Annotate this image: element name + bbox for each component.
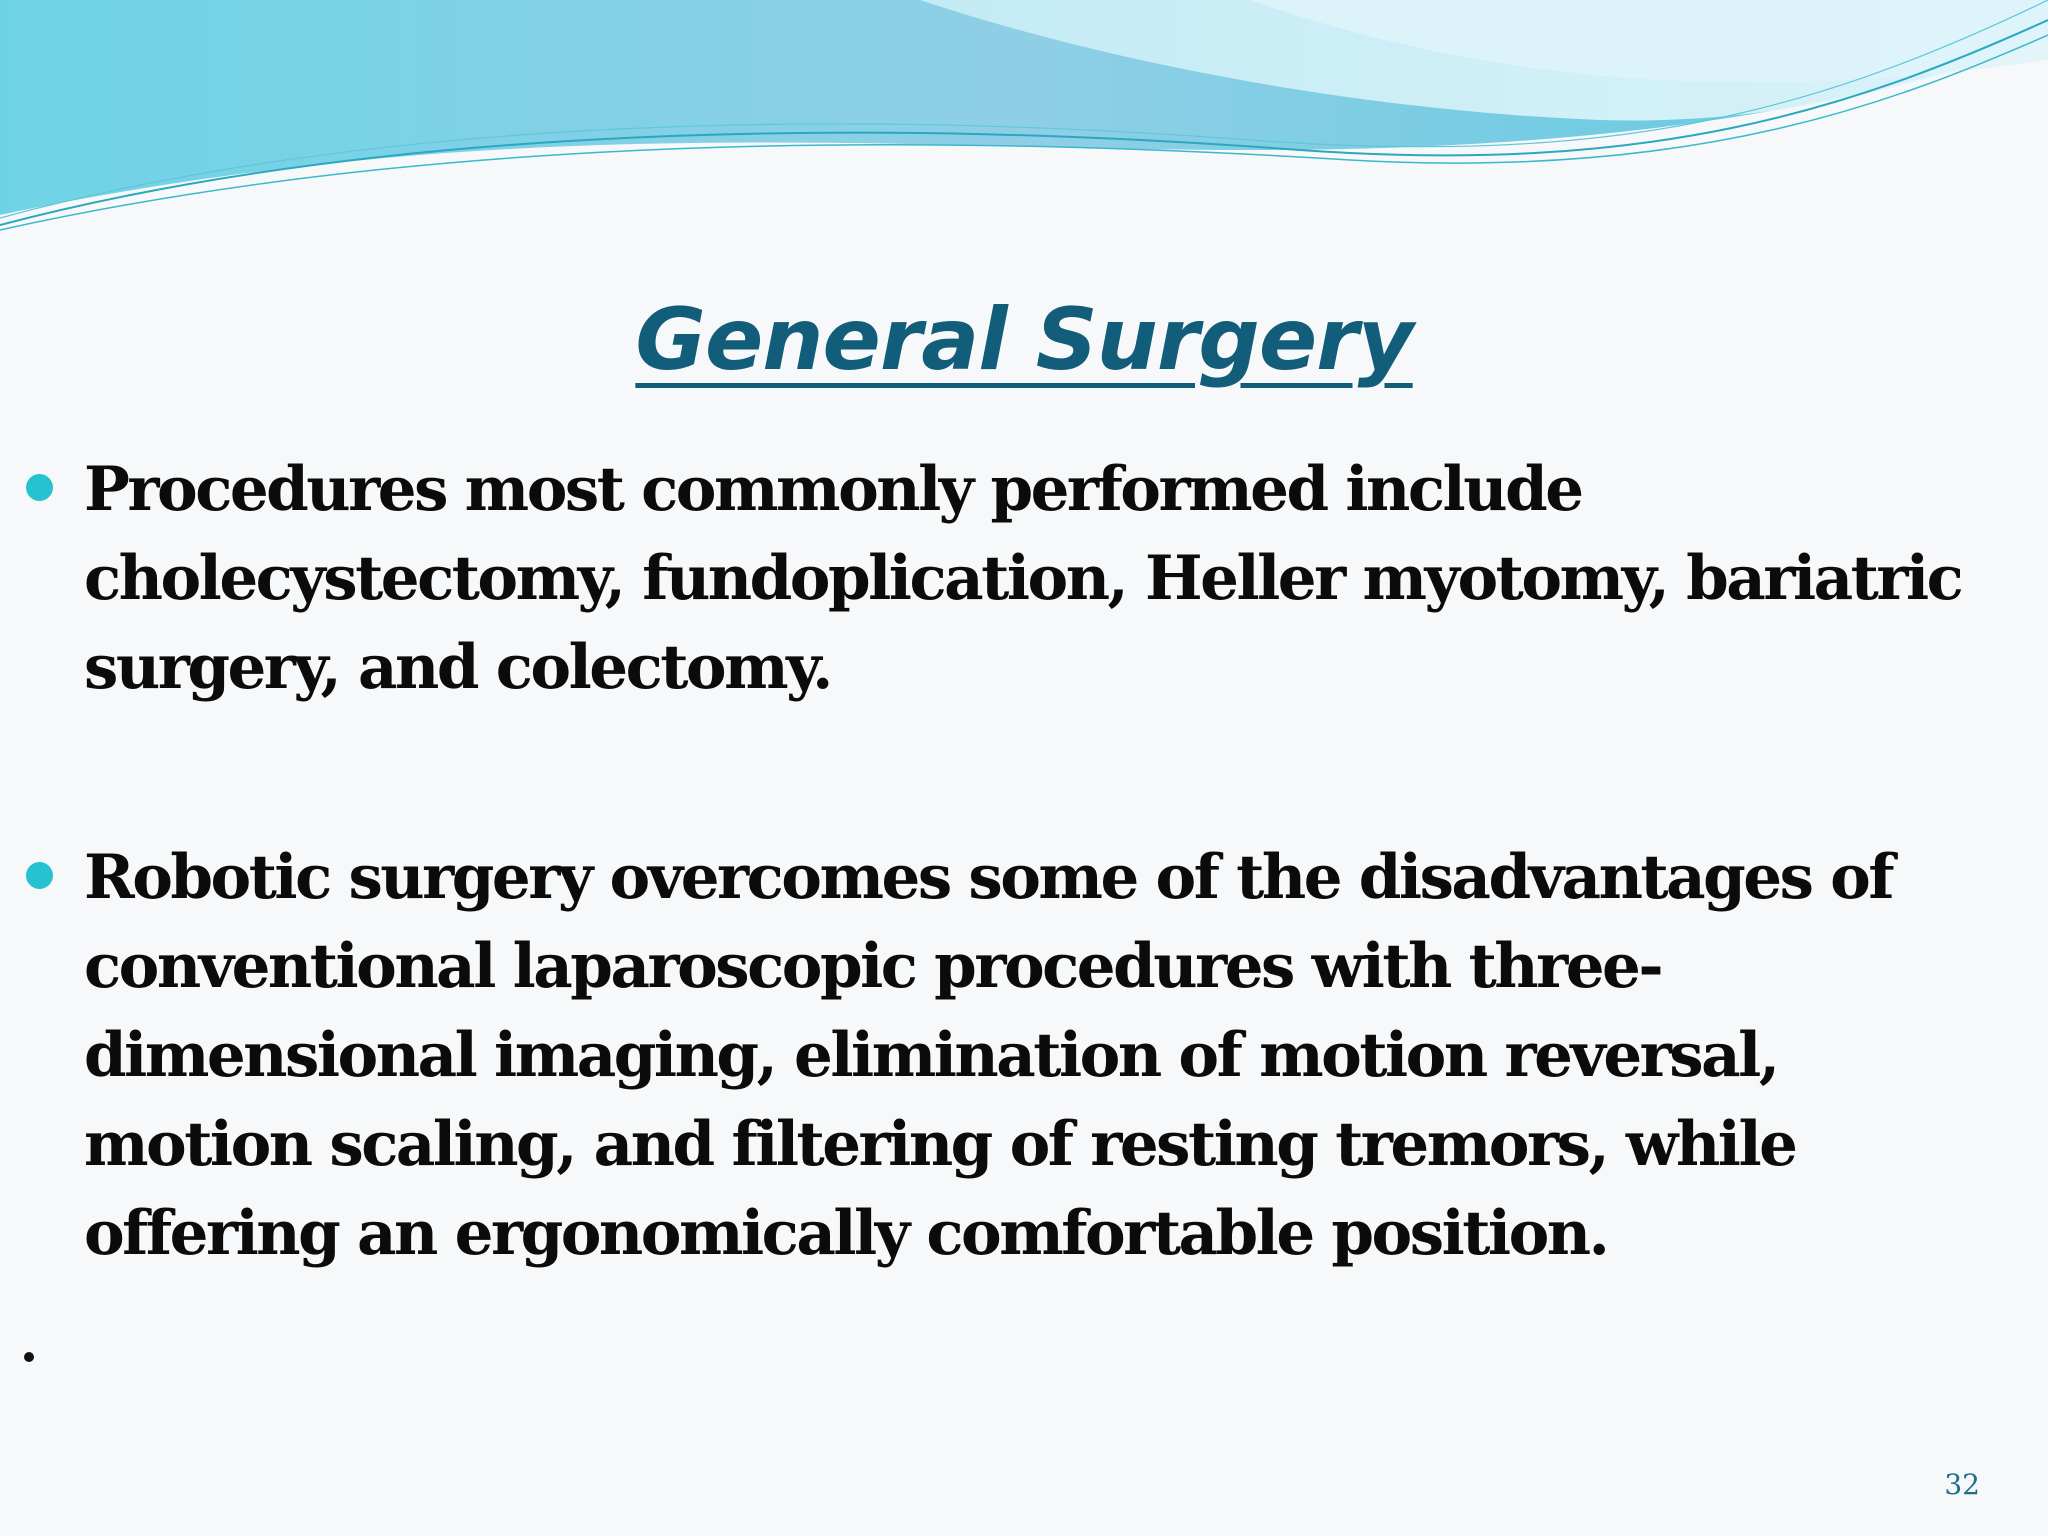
bullet-marker-icon bbox=[26, 862, 53, 889]
slide-title: General Surgery bbox=[635, 290, 1413, 390]
bullet-text: Procedures most commonly performed include cholecystectomy, fundoplication, Heller myotomy, bariatric surgery, and colectomy. bbox=[84, 454, 1962, 703]
bullet-text: Robotic surgery overcomes some of the disadvantages of conventional laparoscopic procedures with three-dimensional imaging, elimination of motion reversal, motion scaling, and filtering of resting tremors, while offering an ergonomically comfortable position. bbox=[84, 842, 1893, 1269]
page-number: 32 bbox=[1944, 1468, 1980, 1501]
bullet-marker-icon bbox=[26, 474, 53, 501]
bullet-item bbox=[26, 445, 2016, 712]
bullet-item bbox=[26, 833, 2016, 1278]
header-wave-decoration bbox=[0, 0, 2048, 260]
stray-bullet-dot-icon bbox=[24, 1352, 34, 1362]
